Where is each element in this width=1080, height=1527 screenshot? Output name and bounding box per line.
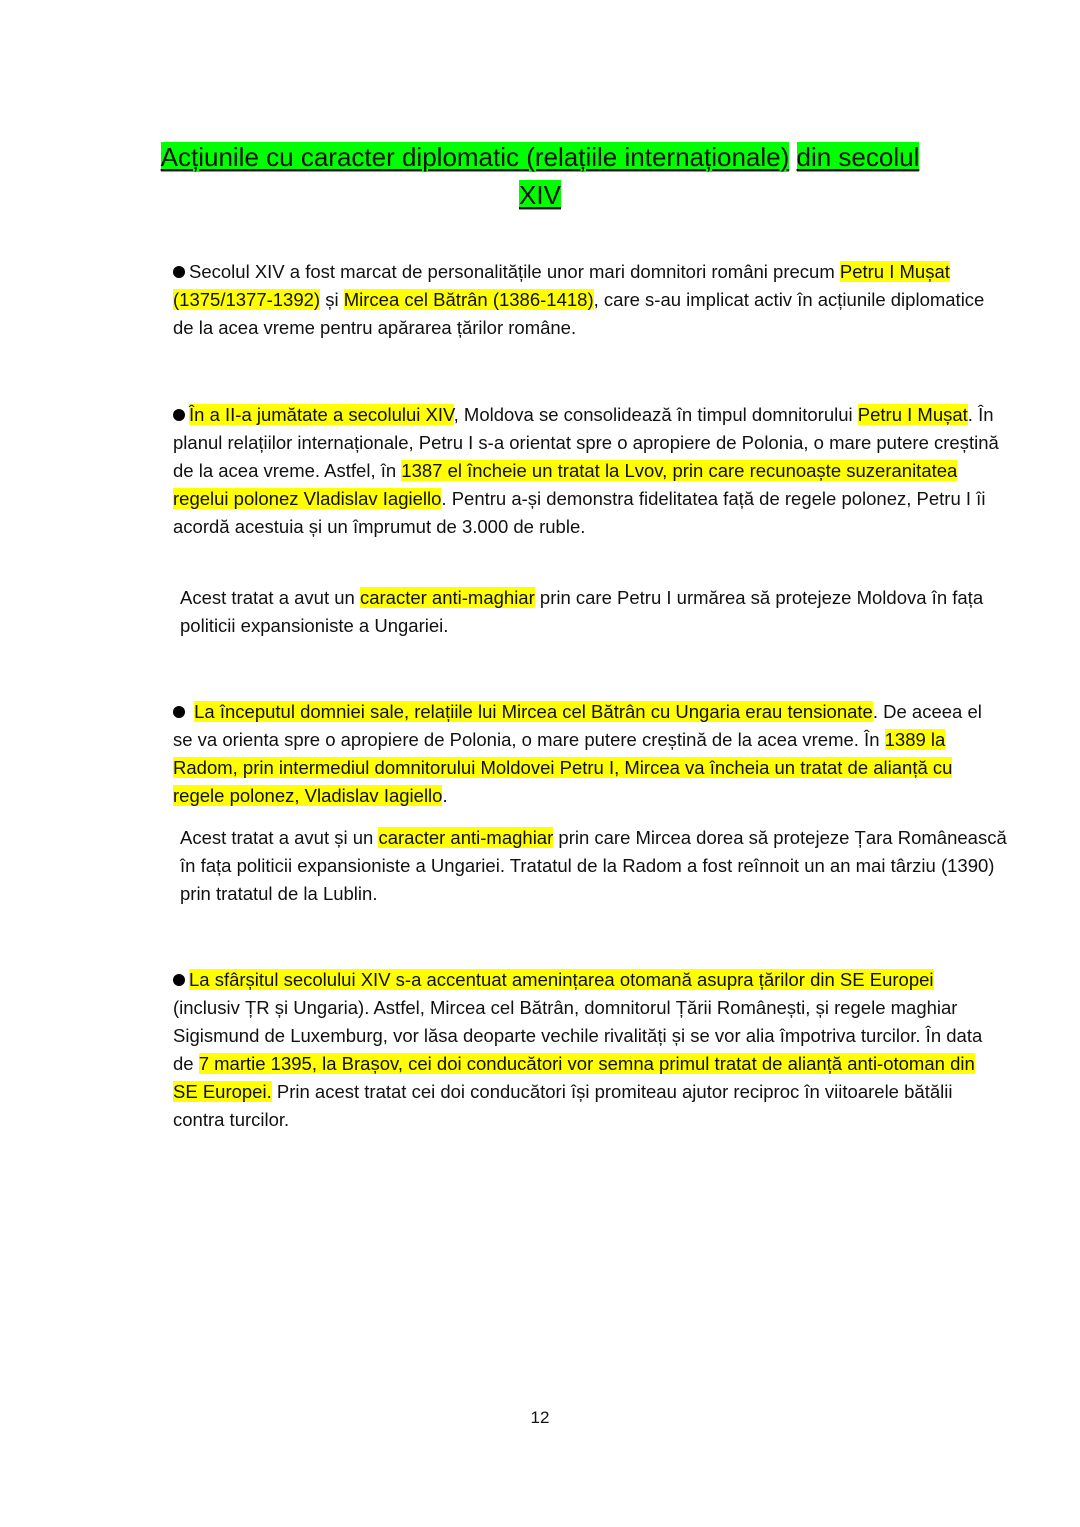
p2-highlight-2: Petru I Mușat <box>857 404 968 425</box>
paragraph-5 <box>128 824 1010 908</box>
bullet-icon <box>173 266 185 278</box>
p1-text-a: Secolul XIV a fost marcat de personalitățile unor mari domnitori români precum <box>189 261 840 282</box>
p4-highlight-1: La începutul domniei sale, relațiile lui Mircea cel Bătrân cu Ungaria erau tensionate <box>194 701 873 722</box>
p1-text-c: , care s-au implicat activ în acțiunile diplomatice de la acea vreme pentru apărarea țărilor române. <box>173 289 985 338</box>
page-number: 12 <box>530 1408 550 1427</box>
p3-text-a: Acest tratat a avut un <box>180 587 360 608</box>
paragraph-6 <box>128 966 1003 1134</box>
title-part-1: Acțiunile cu caracter diplomatic (relațiile internaționale) <box>160 142 790 172</box>
paragraph-4 <box>128 698 1003 810</box>
page-title <box>120 138 960 214</box>
p6-text-b: Prin acest tratat cei doi conducători își promiteau ajutor reciproc în viitoarele bătălii contra turcilor. <box>173 1081 953 1130</box>
bullet-icon <box>173 409 185 421</box>
bullet-icon <box>173 974 185 986</box>
p3-text-b: prin care Petru I urmărea să protejeze Moldova în fața politicii expansioniste a Ungariei. <box>180 587 984 636</box>
p1-text-b: și <box>320 289 344 310</box>
p2-text-a: , Moldova se consolidează în timpul domnitorului <box>453 404 858 425</box>
p1-highlight-2: Mircea cel Bătrân (1386-1418) <box>343 289 594 310</box>
p6-highlight-1: La sfârșitul secolului XIV s-a accentuat amenințarea otomană asupra țărilor din SE Europei <box>189 969 934 990</box>
p2-text-b: . În planul relațiilor internaționale, Petru I s-a orientat spre o apropiere de Polonia, o mare putere creștină de la acea vreme. Astfel, în <box>173 404 999 481</box>
p6-highlight-2: 7 martie 1395, la Brașov, cei doi conducători vor semna primul tratat de alianță anti-otoman din SE Europei. <box>173 1053 975 1102</box>
bullet-icon <box>173 706 185 718</box>
p5-text-a: Acest tratat a avut și un <box>180 827 379 848</box>
paragraph-1 <box>128 258 1003 342</box>
p2-highlight-3: 1387 el încheie un tratat la Lvov, prin care recunoaște suzeranitatea regelui polonez Vladislav Iagiello <box>173 460 958 509</box>
title-part-3: XIV <box>519 180 561 210</box>
p5-text-b: prin care Mircea dorea să protejeze Țara Românească în fața politicii expansioniste a Ungariei. Tratatul de la Radom a fost reînnoit un an mai târziu (1390) prin tratatul de la Lublin. <box>180 827 1007 904</box>
p5-highlight-1: caracter anti-maghiar <box>378 827 554 848</box>
p4-text-a: . De aceea el se va orienta spre o apropiere de Polonia, o mare putere creștină de la acea vreme. În <box>173 701 982 750</box>
p1-highlight-1: Petru I Mușat (1375/1377-1392) <box>173 261 950 310</box>
title-part-2: din secolul <box>796 142 920 172</box>
paragraph-3 <box>128 584 1010 640</box>
p2-text-c: . Pentru a-și demonstra fidelitatea față de regele polonez, Petru I îi acordă acestuia și un împrumut de 3.000 de ruble. <box>173 488 986 537</box>
p2-highlight-1: În a II-a jumătate a secolului XIV <box>189 404 454 425</box>
paragraph-2 <box>128 401 1003 541</box>
p6-text-a: (inclusiv ȚR și Ungaria). Astfel, Mircea cel Bătrân, domnitorul Țării Românești, și regele maghiar Sigismund de Luxemburg, vor lăsa deoparte vechile rivalități și se vor alia împotriva turcilor. În data de <box>173 997 983 1074</box>
p4-highlight-2: 1389 la Radom, prin intermediul domnitorului Moldovei Petru I, Mircea va încheia un tratat de alianță cu regele polonez, Vladislav Iagiello <box>173 729 953 806</box>
p4-text-b: . <box>442 785 448 806</box>
p3-highlight-1: caracter anti-maghiar <box>359 587 535 608</box>
